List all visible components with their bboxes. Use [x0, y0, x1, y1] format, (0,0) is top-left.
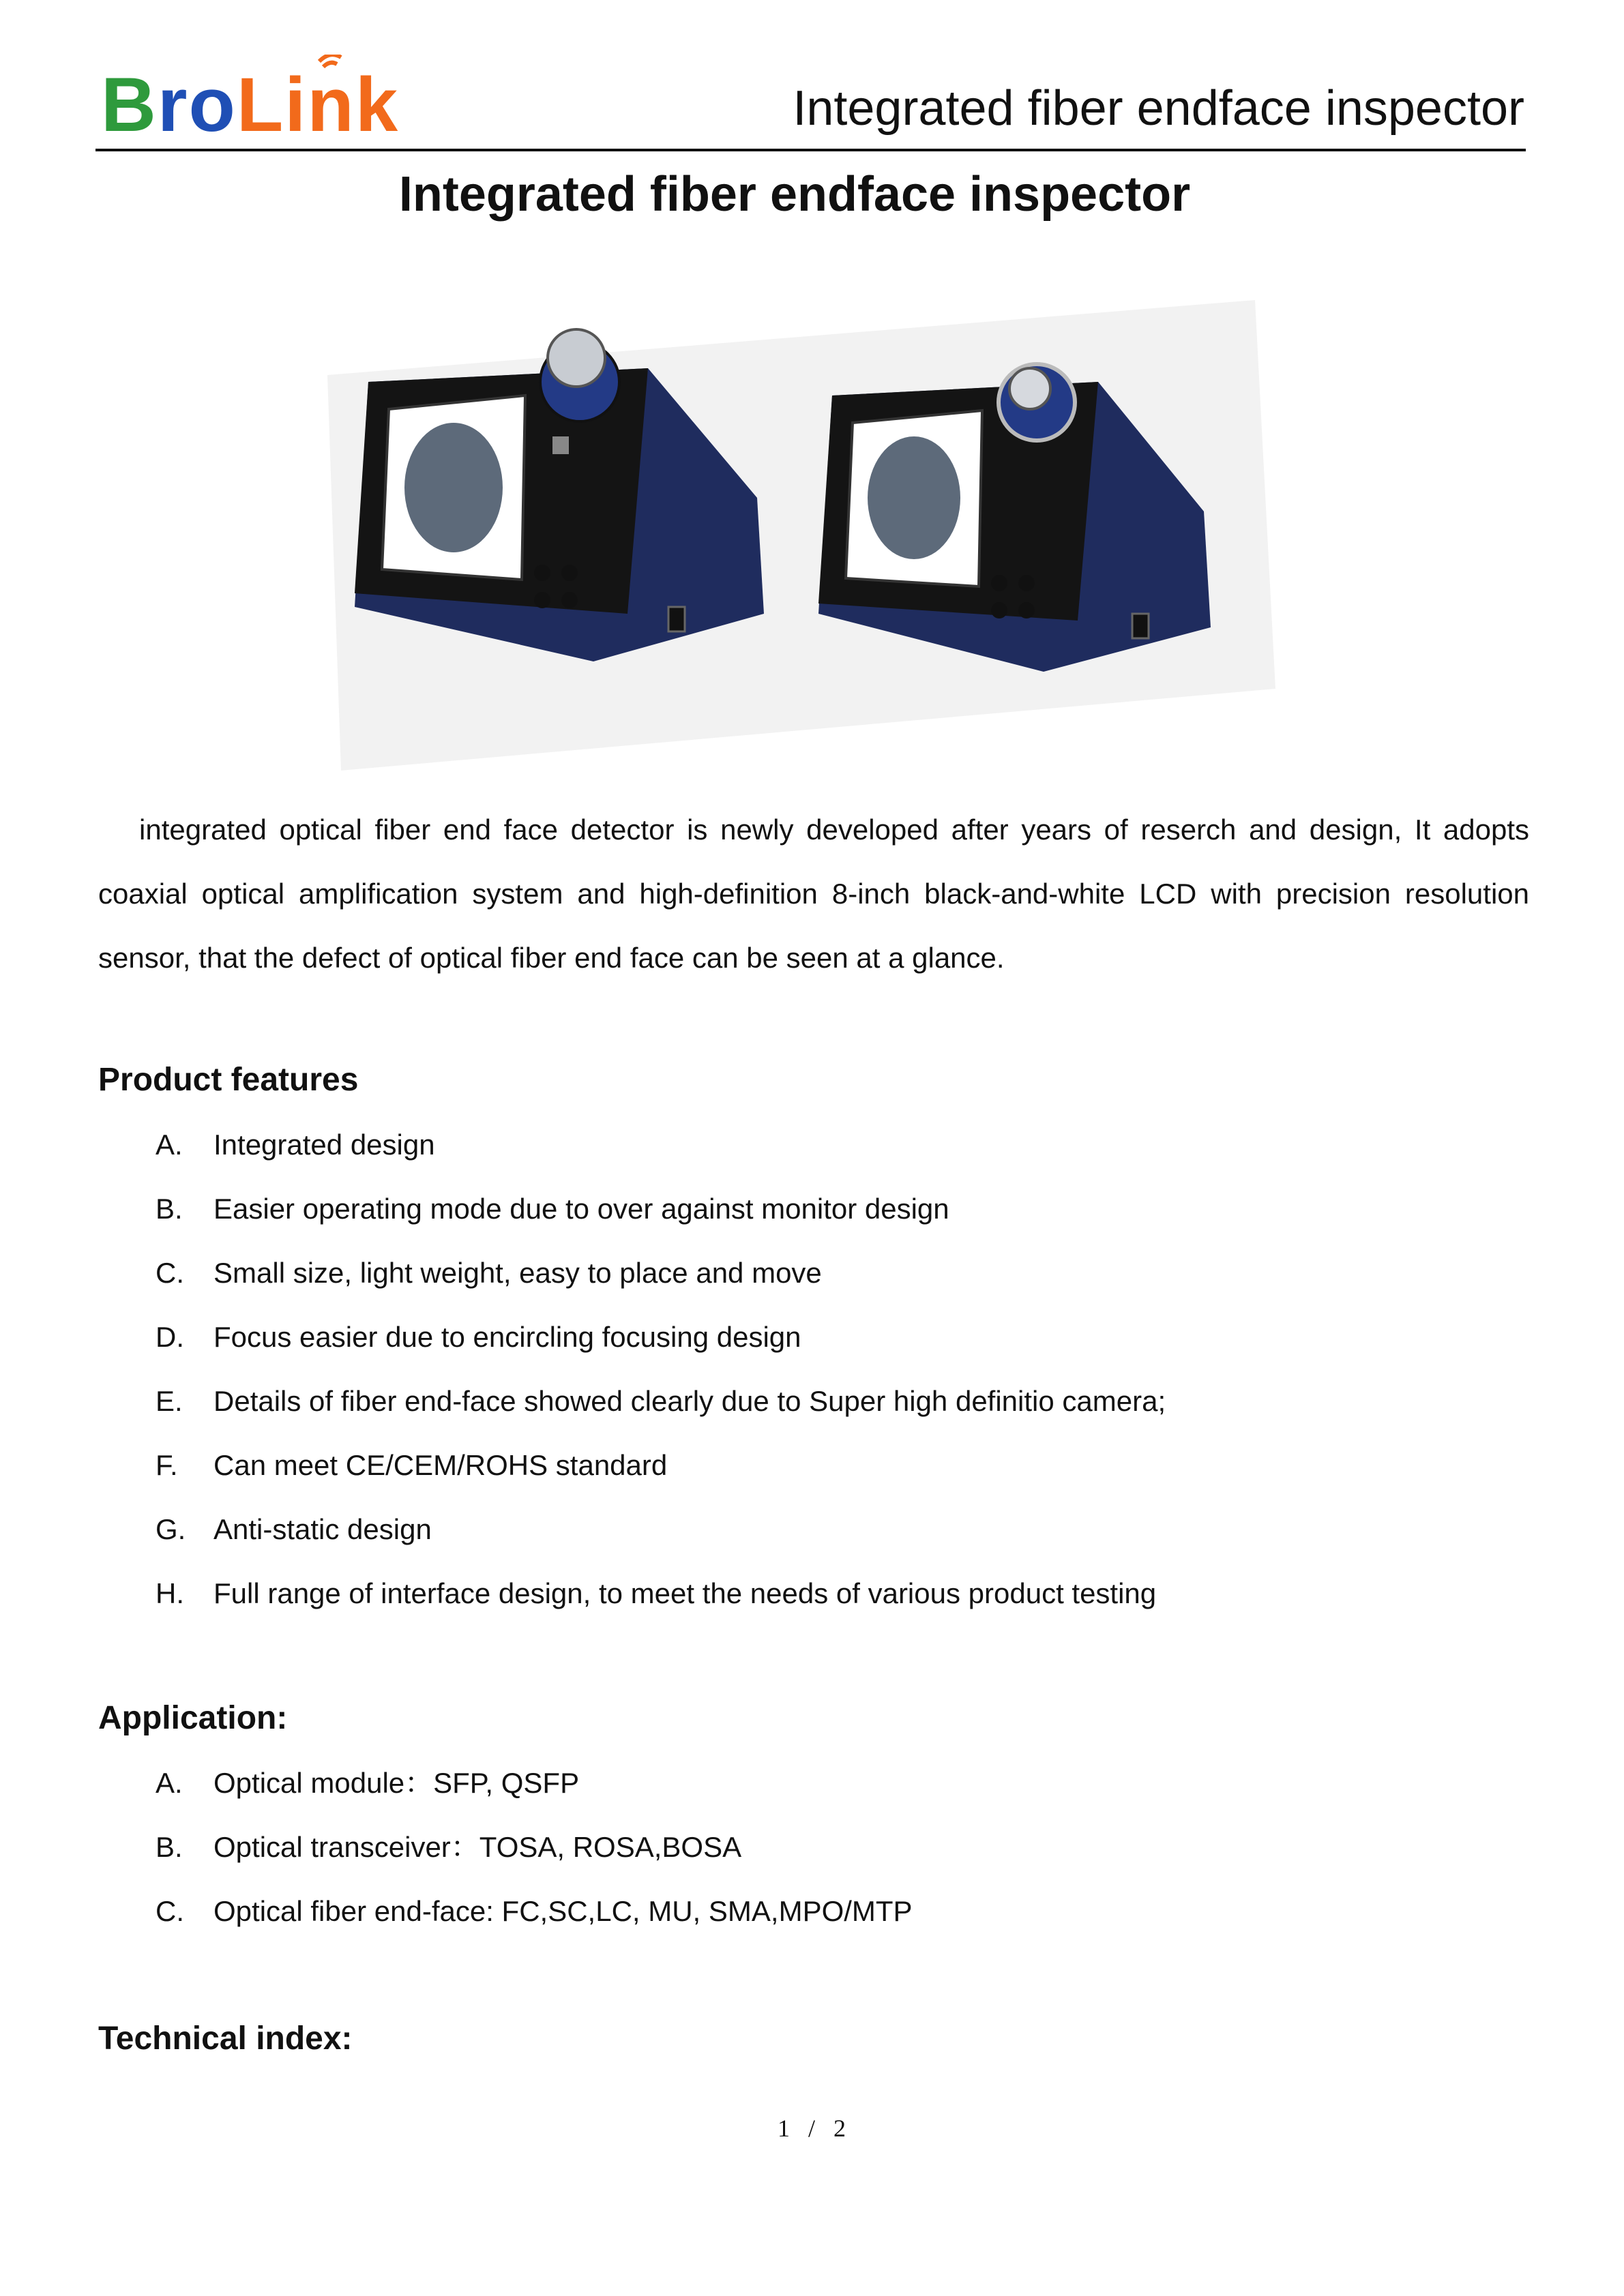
- list-item: [0, 1751, 1624, 1815]
- list-marker: B.: [156, 1831, 183, 1863]
- list-text: Can meet CE/CEM/ROHS standard: [213, 1449, 668, 1481]
- header-divider: [95, 149, 1526, 151]
- list-text: Small size, light weight, easy to place and move: [213, 1257, 822, 1289]
- list-item: [0, 1815, 1624, 1879]
- features-heading: Product features: [98, 1062, 359, 1098]
- header-title: Integrated fiber endface inspector: [793, 81, 1524, 136]
- list-marker: B.: [156, 1193, 183, 1225]
- list-text: Optical transceiver：TOSA, ROSA,BOSA: [213, 1831, 742, 1863]
- list-text: Optical module：SFP, QSFP: [213, 1767, 580, 1799]
- list-item: [0, 1562, 1624, 1626]
- list-text: Optical fiber end-face: FC,SC,LC, MU, SMA,MPO/MTP: [213, 1895, 913, 1927]
- list-marker: F.: [156, 1449, 178, 1481]
- list-item: [0, 1879, 1624, 1943]
- list-marker: C.: [156, 1895, 184, 1927]
- list-text: Full range of interface design, to meet the needs of various product testing: [213, 1577, 1157, 1609]
- brolink-logo: [100, 55, 420, 143]
- features-list: [0, 1113, 1624, 1626]
- list-text: Easier operating mode due to over against monitor design: [213, 1193, 949, 1225]
- svg-text:BroLink: BroLink: [101, 62, 400, 143]
- list-item: [0, 1177, 1624, 1241]
- list-text: Details of fiber end-face showed clearly due to Super high definitio camera;: [213, 1385, 1166, 1417]
- list-text: Anti-static design: [213, 1513, 432, 1545]
- list-marker: E.: [156, 1385, 183, 1417]
- list-marker: A.: [156, 1129, 183, 1161]
- page-number: 1 / 2: [778, 2115, 846, 2142]
- document-title: Integrated fiber endface inspector: [398, 167, 1191, 222]
- list-item: [0, 1305, 1624, 1369]
- product-photo: [327, 293, 1282, 784]
- list-item: [0, 1369, 1624, 1433]
- list-item: [0, 1497, 1624, 1562]
- list-text: Integrated design: [213, 1129, 435, 1161]
- list-marker: D.: [156, 1321, 184, 1353]
- list-marker: G.: [156, 1513, 186, 1545]
- technical-heading: Technical index:: [98, 2021, 353, 2057]
- list-text: Focus easier due to encircling focusing design: [213, 1321, 801, 1353]
- list-marker: A.: [156, 1767, 183, 1799]
- list-item: [0, 1113, 1624, 1177]
- application-heading: Application:: [98, 1700, 288, 1736]
- list-marker: H.: [156, 1577, 184, 1609]
- list-item: [0, 1241, 1624, 1305]
- application-list: [0, 1751, 1624, 1943]
- list-item: [0, 1433, 1624, 1497]
- list-marker: C.: [156, 1257, 184, 1289]
- intro-paragraph: integrated optical fiber end face detector is newly developed after years of reserch and design, It adopts coaxial optical amplification system and high-definition 8-inch black-and-white LCD with precision resolution sensor, that the defect of optical fiber end face can be seen at a glance.: [98, 814, 1529, 974]
